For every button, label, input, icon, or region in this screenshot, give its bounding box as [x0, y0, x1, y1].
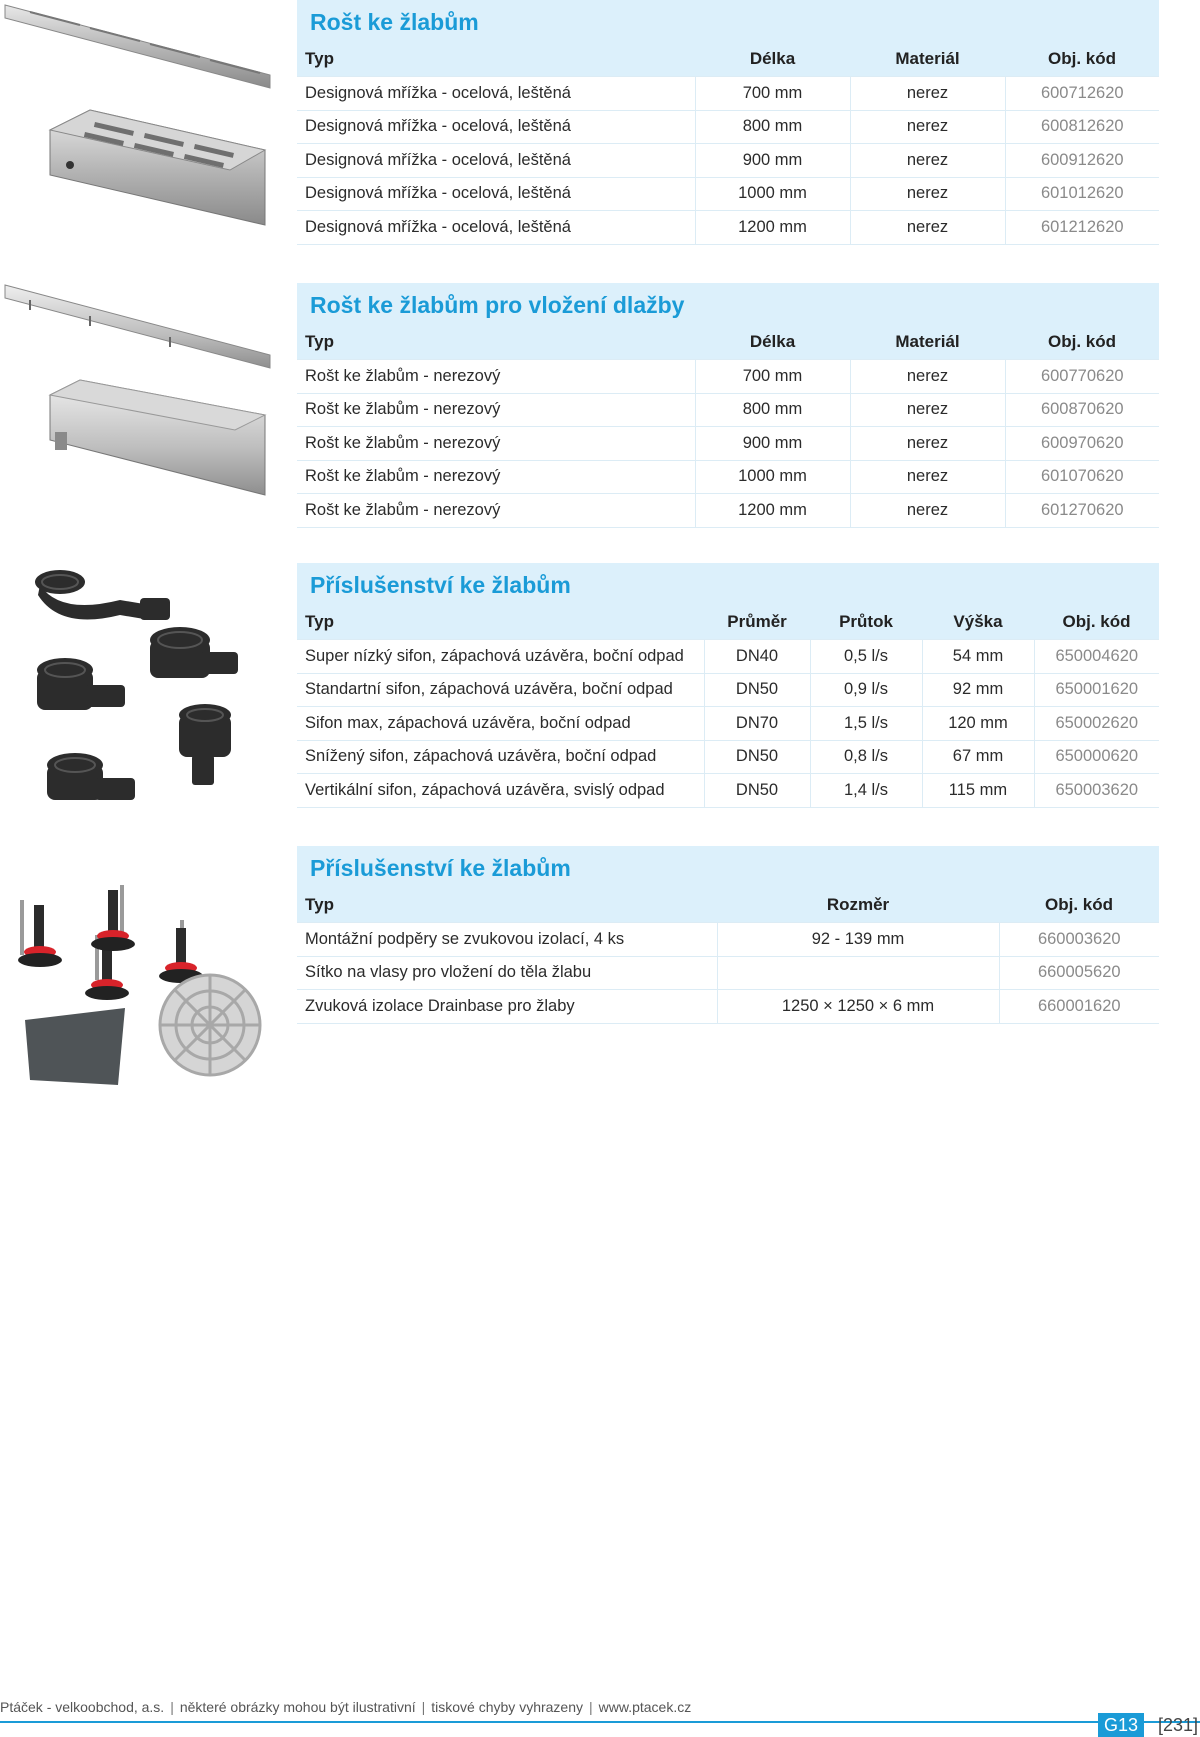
cell-type: Designová mřížka - ocelová, leštěná: [297, 144, 695, 178]
cell-code: 600912620: [1005, 144, 1159, 178]
section-tile-grates: [297, 283, 1159, 528]
col-header-code: Obj. kód: [999, 888, 1159, 923]
table-row: [297, 393, 1159, 427]
cell-code: 650000620: [1034, 740, 1159, 774]
table-row: [297, 460, 1159, 494]
cell-code: 601212620: [1005, 211, 1159, 245]
table-row: [297, 640, 1159, 674]
col-header-flow: Průtok: [810, 605, 922, 640]
cell-code: 650003620: [1034, 774, 1159, 808]
cell-diameter: DN40: [704, 640, 810, 674]
cell-code: 601270620: [1005, 494, 1159, 528]
cell-length: 700 mm: [695, 360, 850, 394]
cell-material: nerez: [850, 360, 1005, 394]
tile-insert-grate-image: [0, 280, 275, 500]
cell-length: 900 mm: [695, 144, 850, 178]
cell-code: 660003620: [999, 923, 1159, 957]
cell-flow: 1,4 l/s: [810, 774, 922, 808]
cell-length: 900 mm: [695, 427, 850, 461]
cell-size: [717, 956, 999, 990]
siphons-image: [20, 560, 250, 820]
section-designer-grates: [297, 0, 1159, 245]
cell-code: 601012620: [1005, 177, 1159, 211]
siphons-table: [297, 605, 1159, 808]
footer: Ptáček - velkoobchod, a.s. | některé obrázky mohou být ilustrativní | tiskové chyby vyhrazeny | www.ptacek.cz: [0, 1699, 692, 1715]
table-row: [297, 427, 1159, 461]
table-row: [297, 144, 1159, 178]
cell-length: 1000 mm: [695, 177, 850, 211]
cell-code: 601070620: [1005, 460, 1159, 494]
cell-type: Designová mřížka - ocelová, leštěná: [297, 177, 695, 211]
cell-type: Rošt ke žlabům - nerezový: [297, 494, 695, 528]
cell-type: Designová mřížka - ocelová, leštěná: [297, 211, 695, 245]
col-header-size: Rozměr: [717, 888, 999, 923]
cell-code: 600812620: [1005, 110, 1159, 144]
cell-material: nerez: [850, 460, 1005, 494]
cell-material: nerez: [850, 144, 1005, 178]
section-title: Příslušenství ke žlabům: [310, 572, 571, 598]
table-row: [297, 923, 1159, 957]
footer-note-illustrative: některé obrázky mohou být ilustrativní: [179, 1699, 416, 1715]
cell-code: 600712620: [1005, 77, 1159, 111]
cell-type: Designová mřížka - ocelová, leštěná: [297, 77, 695, 111]
cell-code: 650002620: [1034, 707, 1159, 741]
footer-divider: [0, 1721, 1200, 1723]
cell-code: 660005620: [999, 956, 1159, 990]
page-number: [231]: [1158, 1715, 1199, 1735]
cell-flow: 0,8 l/s: [810, 740, 922, 774]
footer-note-errors: tiskové chyby vyhrazeny: [431, 1699, 583, 1715]
grates-table: [297, 42, 1159, 245]
cell-diameter: DN50: [704, 774, 810, 808]
section-title: Rošt ke žlabům pro vložení dlažby: [310, 292, 685, 318]
cell-material: nerez: [850, 427, 1005, 461]
cell-length: 1200 mm: [695, 211, 850, 245]
cell-type: Rošt ke žlabům - nerezový: [297, 360, 695, 394]
cell-size: 1250 × 1250 × 6 mm: [717, 990, 999, 1024]
col-header-length: Délka: [695, 325, 850, 360]
cell-type: Sítko na vlasy pro vložení do těla žlabu: [297, 956, 717, 990]
section-title: Příslušenství ke žlabům: [310, 855, 571, 881]
cell-type: Rošt ke žlabům - nerezový: [297, 460, 695, 494]
cell-material: nerez: [850, 77, 1005, 111]
col-header-code: Obj. kód: [1034, 605, 1159, 640]
section-badge: G13: [1098, 1713, 1144, 1737]
table-row: [297, 110, 1159, 144]
section-accessories: [297, 846, 1159, 1024]
cell-diameter: DN50: [704, 673, 810, 707]
cell-material: nerez: [850, 393, 1005, 427]
table-row: [297, 494, 1159, 528]
cell-height: 115 mm: [922, 774, 1034, 808]
accessories-image: [0, 880, 270, 1090]
col-header-material: Materiál: [850, 42, 1005, 77]
table-row: [297, 211, 1159, 245]
cell-code: 600770620: [1005, 360, 1159, 394]
table-row: [297, 990, 1159, 1024]
cell-type: Rošt ke žlabům - nerezový: [297, 427, 695, 461]
cell-code: 650004620: [1034, 640, 1159, 674]
table-row: [297, 956, 1159, 990]
col-header-type: Typ: [297, 888, 717, 923]
cell-code: 600970620: [1005, 427, 1159, 461]
col-header-material: Materiál: [850, 325, 1005, 360]
cell-material: nerez: [850, 177, 1005, 211]
tile-grates-table: [297, 325, 1159, 528]
cell-type: Snížený sifon, zápachová uzávěra, boční odpad: [297, 740, 704, 774]
col-header-diameter: Průměr: [704, 605, 810, 640]
table-row: [297, 77, 1159, 111]
cell-diameter: DN50: [704, 740, 810, 774]
table-row: [297, 774, 1159, 808]
cell-type: Standartní sifon, zápachová uzávěra, boční odpad: [297, 673, 704, 707]
cell-code: 600870620: [1005, 393, 1159, 427]
cell-type: Vertikální sifon, zápachová uzávěra, svislý odpad: [297, 774, 704, 808]
cell-type: Sifon max, zápachová uzávěra, boční odpad: [297, 707, 704, 741]
col-header-type: Typ: [297, 605, 704, 640]
section-title: Rošt ke žlabům: [310, 9, 479, 35]
cell-height: 54 mm: [922, 640, 1034, 674]
table-row: [297, 177, 1159, 211]
col-header-code: Obj. kód: [1005, 325, 1159, 360]
cell-height: 92 mm: [922, 673, 1034, 707]
col-header-type: Typ: [297, 42, 695, 77]
table-row: [297, 740, 1159, 774]
cell-flow: 1,5 l/s: [810, 707, 922, 741]
cell-length: 800 mm: [695, 110, 850, 144]
cell-type: Zvuková izolace Drainbase pro žlaby: [297, 990, 717, 1024]
cell-length: 800 mm: [695, 393, 850, 427]
cell-code: 660001620: [999, 990, 1159, 1024]
table-row: [297, 360, 1159, 394]
cell-height: 120 mm: [922, 707, 1034, 741]
cell-flow: 0,5 l/s: [810, 640, 922, 674]
cell-size: 92 - 139 mm: [717, 923, 999, 957]
cell-code: 650001620: [1034, 673, 1159, 707]
cell-type: Rošt ke žlabům - nerezový: [297, 393, 695, 427]
cell-type: Montážní podpěry se zvukovou izolací, 4 ks: [297, 923, 717, 957]
footer-company: Ptáček - velkoobchod, a.s.: [0, 1699, 165, 1715]
cell-material: nerez: [850, 110, 1005, 144]
col-header-height: Výška: [922, 605, 1034, 640]
cell-height: 67 mm: [922, 740, 1034, 774]
col-header-length: Délka: [695, 42, 850, 77]
cell-length: 1000 mm: [695, 460, 850, 494]
cell-material: nerez: [850, 211, 1005, 245]
table-row: [297, 673, 1159, 707]
cell-material: nerez: [850, 494, 1005, 528]
designer-grate-image: [0, 0, 275, 235]
cell-diameter: DN70: [704, 707, 810, 741]
accessories-table: [297, 888, 1159, 1024]
cell-type: Super nízký sifon, zápachová uzávěra, boční odpad: [297, 640, 704, 674]
cell-type: Designová mřížka - ocelová, leštěná: [297, 110, 695, 144]
section-siphons: [297, 563, 1159, 808]
cell-flow: 0,9 l/s: [810, 673, 922, 707]
cell-length: 700 mm: [695, 77, 850, 111]
col-header-code: Obj. kód: [1005, 42, 1159, 77]
col-header-type: Typ: [297, 325, 695, 360]
table-row: [297, 707, 1159, 741]
footer-website-link[interactable]: www.ptacek.cz: [598, 1699, 692, 1715]
cell-length: 1200 mm: [695, 494, 850, 528]
